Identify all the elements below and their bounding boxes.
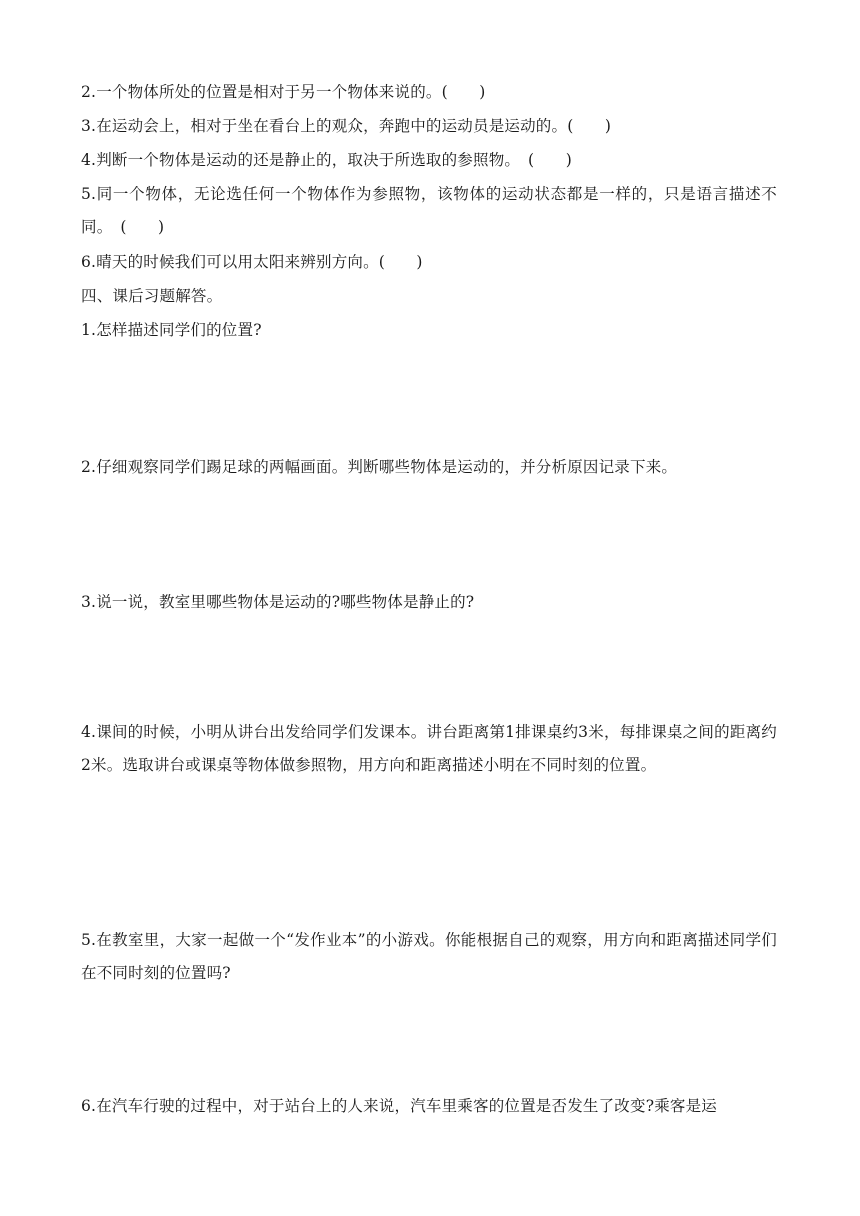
section-4-heading: 四、课后习题解答。	[81, 287, 223, 305]
judgment-item-3: 3.在运动会上，相对于坐在看台上的观众，奔跑中的运动员是运动的。( )	[81, 117, 612, 135]
judgment-item-4: 4.判断一个物体是运动的还是静止的，取决于所选取的参照物。 ( )	[81, 151, 572, 169]
question-6: 6.在汽车行驶的过程中，对于站台上的人来说，汽车里乘客的位置是否发生了改变?乘客是运	[81, 1097, 718, 1115]
question-2: 2.仔细观察同学们踢足球的两幅画面。判断哪些物体是运动的，并分析原因记录下来。	[81, 458, 678, 476]
judgment-item-2: 2.一个物体所处的位置是相对于另一个物体来说的。( )	[81, 83, 486, 101]
question-1: 1.怎样描述同学们的位置?	[81, 321, 262, 339]
judgment-item-5: 5.同一个物体，无论选任何一个物体作为参照物，该物体的运动状态都是一样的，只是语言描述不同。 ( )	[81, 185, 777, 236]
question-3: 3.说一说，教室里哪些物体是运动的?哪些物体是静止的?	[81, 593, 475, 611]
question-4: 4.课间的时候，小明从讲台出发给同学们发课本。讲台距离第1排课桌约3米，每排课桌之间的距离约2米。选取讲台或课桌等物体做参照物，用方向和距离描述小明在不同时刻的位置。	[81, 723, 777, 774]
judgment-item-6: 6.晴天的时候我们可以用太阳来辨别方向。( )	[81, 253, 423, 271]
question-5: 5.在教室里，大家一起做一个“发作业本”的小游戏。你能根据自己的观察，用方向和距离描述同学们在不同时刻的位置吗?	[81, 931, 777, 982]
